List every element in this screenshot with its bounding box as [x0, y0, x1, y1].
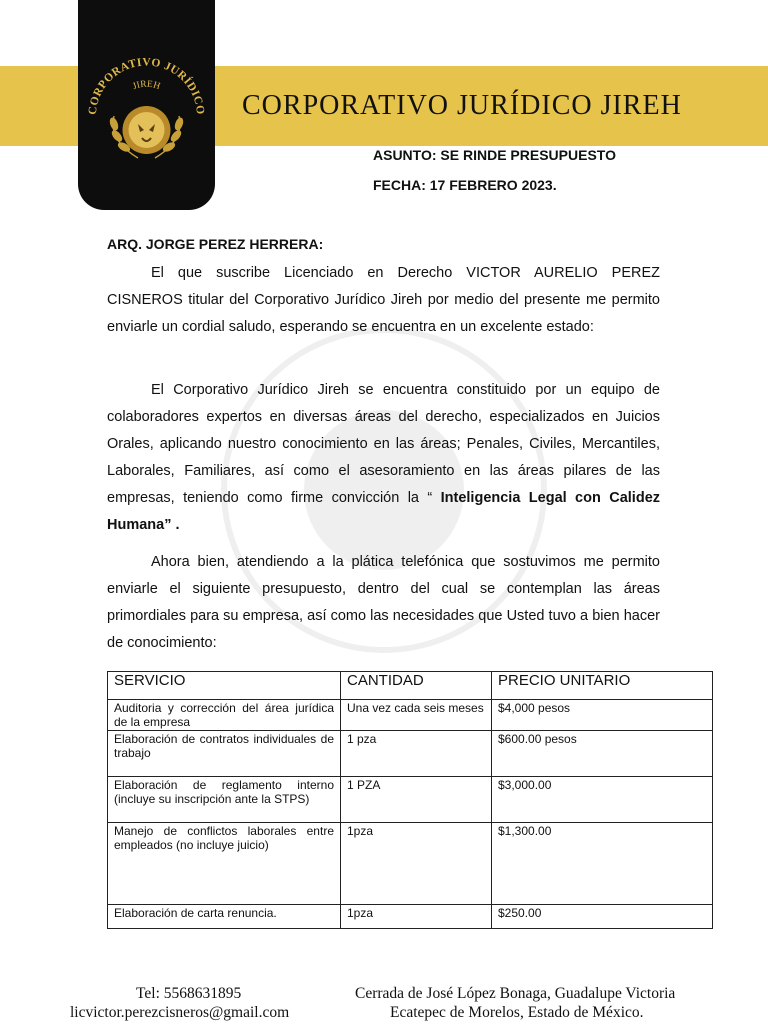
cell-service: Auditoria y corrección del área jurídica de la empresa	[108, 700, 341, 731]
cell-quantity: 1pza	[341, 905, 492, 929]
cell-service: Elaboración de carta renuncia.	[108, 905, 341, 929]
table-row	[108, 823, 713, 905]
cell-service: Elaboración de reglamento interno (incluye su inscripción ante la STPS)	[108, 777, 341, 823]
table-row	[108, 905, 713, 929]
footer-address-line2: Ecatepec de Morelos, Estado de México.	[390, 1004, 644, 1021]
cell-quantity: 1pza	[341, 823, 492, 905]
header-price: PRECIO UNITARIO	[492, 672, 713, 700]
cell-quantity: 1 PZA	[341, 777, 492, 823]
subject-line: ASUNTO: SE RINDE PRESUPUESTO	[373, 147, 616, 163]
cell-quantity: 1 pza	[341, 731, 492, 777]
paragraph-budget-intro: Ahora bien, atendiendo a la plática telefónica que sostuvimos me permito enviarle el siguiente presupuesto, dentro del cual se contemplan las áreas primordiales para su empresa, así como las necesidades que Usted tuvo a bien hacer de conocimiento:	[107, 554, 660, 651]
header-quantity: CANTIDAD	[341, 672, 492, 700]
cell-service: Manejo de conflictos laborales entre empleados (no incluye juicio)	[108, 823, 341, 905]
cell-price: $4,000 pesos	[492, 700, 713, 731]
logo-arc-subtext: JIREH	[131, 79, 162, 93]
cell-service: Elaboración de contratos individuales de trabajo	[108, 731, 341, 777]
lion-laurel-logo	[78, 50, 215, 170]
table-row	[108, 700, 713, 731]
footer-email: licvictor.perezcisneros@gmail.com	[70, 1004, 290, 1021]
table-header-row	[108, 672, 713, 700]
cell-price: $600.00 pesos	[492, 731, 713, 777]
addressee: ARQ. JORGE PEREZ HERRERA:	[107, 236, 324, 252]
cell-price: $3,000.00	[492, 777, 713, 823]
firm-motto: Inteligencia Legal con Calidez Humana” .	[107, 490, 661, 533]
firm-title: CORPORATIVO JURÍDICO JIREH	[242, 90, 682, 121]
logo-badge	[78, 0, 215, 210]
budget-table	[107, 671, 713, 929]
paragraph-intro: El que suscribe Licenciado en Derecho VICTOR AURELIO PEREZ CISNEROS titular del Corporativo Jurídico Jireh por medio del presente me permito enviarle un cordial saludo, esperando se encuentra en un excelente estado:	[107, 265, 660, 335]
cell-quantity: Una vez cada seis meses	[341, 700, 492, 731]
paragraph-firm-text: El Corporativo Jurídico Jireh se encuentra constituido por un equipo de colaboradores expertos en diversas áreas del derecho, especializados en Juicios Orales, aplicando nuestro conocimiento en las áreas; Penales, Civiles, Mercantiles, Laborales, Familiares, así como el asesoramiento en las áreas pilares de las empresas, teniendo como firme convicción la “	[107, 382, 660, 506]
logo-arc-text: CORPORATIVO JURÍDICO	[86, 56, 207, 116]
cell-price: $250.00	[492, 905, 713, 929]
footer-phone: Tel: 5568631895	[136, 985, 242, 1002]
table-row	[108, 777, 713, 823]
paragraph-firm-description	[107, 377, 660, 539]
table-row	[108, 731, 713, 777]
footer-address-line1: Cerrada de José López Bonaga, Guadalupe Victoria	[355, 985, 676, 1002]
header-service: SERVICIO	[108, 672, 341, 700]
cell-price: $1,300.00	[492, 823, 713, 905]
date-line: FECHA: 17 FEBRERO 2023.	[373, 177, 557, 193]
